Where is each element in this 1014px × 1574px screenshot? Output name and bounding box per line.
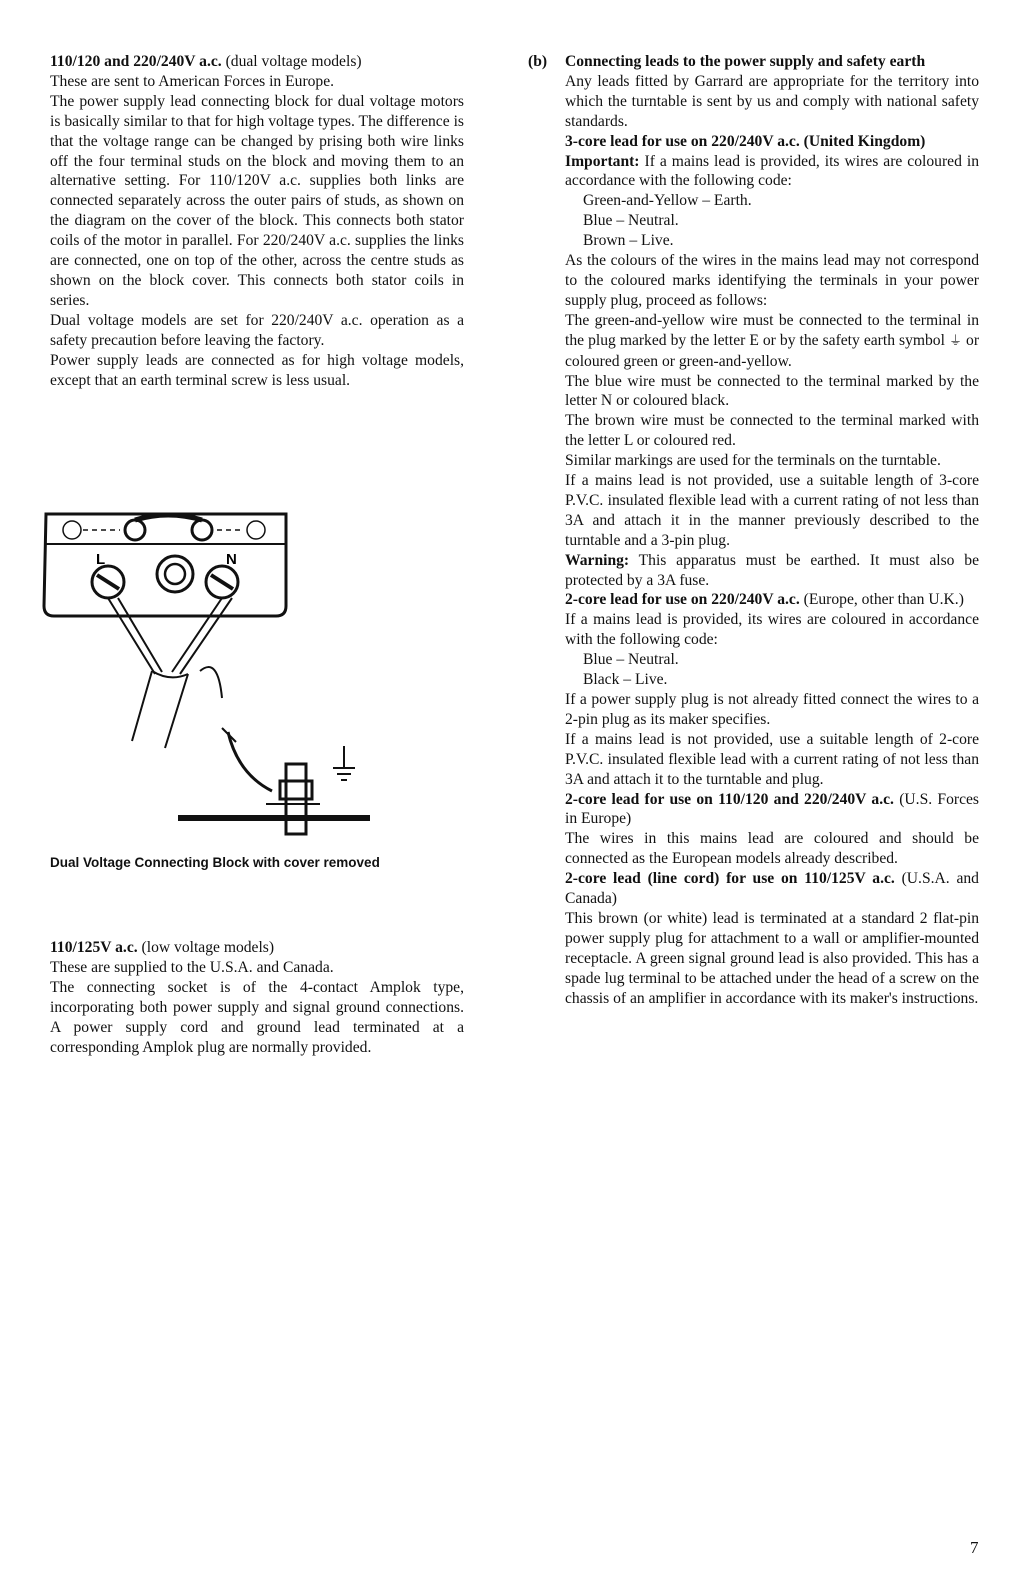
terminal-stud-1 [63, 521, 81, 539]
uk-important-para: Important: If a mains lead is provided, its wires are coloured in accordance with the following code: [565, 152, 979, 190]
uk-as-colours-para: As the colours of the wires in the mains lead may not correspond to the coloured marks identifying the terminals in your power supply plug, proceed as follows: [565, 252, 979, 309]
uk-not-provided-para: If a mains lead is not provided, use a suitable length of 3-core P.V.C. insulated flexible lead with a current rating of not less than 3A and attach it in the manner previously described to the turntable and a 3-pin plug. [565, 472, 979, 549]
cable-sheath [132, 671, 188, 748]
centre-nut [157, 556, 193, 592]
earth-symbol-icon [333, 746, 355, 780]
eu-code-neutral: Blue – Neutral. [583, 651, 679, 669]
eu-para-3: If a mains lead is not provided, use a suitable length of 2-core P.V.C. insulated flexible lead with a current rating of not less than 3A and attach it to the turntable and plug. [565, 730, 979, 788]
dual-voltage-heading: 110/120 and 220/240V a.c. (dual voltage models) [50, 53, 362, 70]
earth-symbol-glyph: ⏚ [948, 333, 962, 349]
uk-code-live: Brown – Live. [583, 232, 674, 250]
uk-brown-para: The brown wire must be connected to the terminal marked with the letter L or coloured red. [565, 412, 979, 450]
forces-lead-heading: 2-core lead for use on 110/120 and 220/240V a.c. (U.S. Forces in Europe) [565, 790, 979, 828]
dual-voltage-para-4: Power supply leads are connected as for high voltage models, except that an earth terminal screw is less usual. [50, 351, 464, 389]
usa-para-1: This brown (or white) lead is terminated at a standard 2 flat-pin power supply plug for attachment to a wall or amplifier-mounted receptacle. A green signal ground lead is also provided. This has a spade lug terminal to be attached under the head of a screw on the chassis of an amplifier in accordance with its maker's instructions. [565, 909, 979, 1007]
section-b-intro: Any leads fitted by Garrard are appropriate for the territory into which the turntable is sent by us and comply with national safety standards. [565, 72, 979, 130]
label-n: N [226, 551, 237, 568]
low-voltage-para-2: The connecting socket is of the 4-contact Amplok type, incorporating both power supply and signal ground connections. A power supply cord and ground lead terminated at a corresponding Amplok plug are normally provided. [50, 978, 464, 1056]
section-b-heading: (b) Connecting leads to the power supply and safety earth [528, 53, 926, 70]
right-column [528, 52, 980, 1009]
forces-para-1: The wires in this mains lead are coloured and should be connected as the European models already described. [565, 830, 979, 868]
page-number: 7 [970, 1538, 979, 1557]
eu-para-2: If a power supply plug is not already fitted connect the wires to a 2-pin plug as its maker specifies. [565, 691, 979, 728]
uk-code-neutral: Blue – Neutral. [583, 212, 679, 230]
earth-wire-end [200, 667, 222, 698]
uk-green-yellow-para: The green-and-yellow wire must be connected to the terminal in the plug marked by the letter E or by the safety earth symbol ⏚ or coloured green or green-and-yellow. [565, 311, 980, 370]
terminal-stud-4 [247, 521, 265, 539]
terminal-stud-3 [192, 520, 212, 540]
label-l: L [96, 551, 106, 568]
left-column [50, 52, 464, 390]
eu-para-1: If a mains lead is provided, its wires are coloured in accordance with the following code: [565, 611, 979, 649]
neutral-wire [172, 598, 232, 674]
section-b-label: (b) [528, 53, 548, 70]
connecting-block-figure [40, 506, 370, 836]
low-voltage-section [50, 938, 464, 1057]
dual-voltage-para-3: Dual voltage models are set for 220/240V a.c. operation as a safety precaution before leaving the factory. [50, 311, 464, 349]
figure-caption: Dual Voltage Connecting Block with cover removed [50, 855, 380, 870]
terminal-stud-2 [125, 520, 145, 540]
wire-link [135, 515, 202, 520]
dual-voltage-para-1: These are sent to American Forces in Europe. [50, 72, 335, 90]
uk-lead-heading: 3-core lead for use on 220/240V a.c. (United Kingdom) [565, 132, 926, 150]
connecting-block-diagram [40, 506, 370, 836]
live-wire [108, 598, 162, 674]
low-voltage-para-1: These are supplied to the U.S.A. and Canada. [50, 958, 334, 976]
uk-warning-para: Warning: This apparatus must be earthed. It must also be protected by a 3A fuse. [565, 551, 979, 589]
uk-similar-para: Similar markings are used for the terminals on the turntable. [565, 452, 941, 470]
eu-code-live: Black – Live. [583, 671, 668, 689]
dual-voltage-para-2: The power supply lead connecting block for dual voltage motors is basically similar to that for high voltage types. The difference is that the voltage range can be changed by prising both wire links off the four terminal studs on the block and moving them to an alternative setting. For 110/120V a.c. supplies both links are connected separately across the outer pairs of studs, as shown on the diagram on the cover of the block. This connects both stator coils of the motor in parallel. For 220/240V a.c. supplies the links are connected, one on top of the other, across the centre studs as shown on the block cover. This connects both stator coils in series. [50, 92, 464, 309]
usa-lead-heading: 2-core lead (line cord) for use on 110/125V a.c. (U.S.A. and Canada) [565, 870, 979, 908]
eu-lead-heading: 2-core lead for use on 220/240V a.c. (Europe, other than U.K.) [565, 591, 964, 609]
uk-code-earth: Green-and-Yellow – Earth. [583, 192, 752, 210]
low-voltage-heading: 110/125V a.c. (low voltage models) [50, 939, 275, 956]
uk-blue-para: The blue wire must be connected to the terminal marked by the letter N or coloured black. [565, 372, 979, 410]
